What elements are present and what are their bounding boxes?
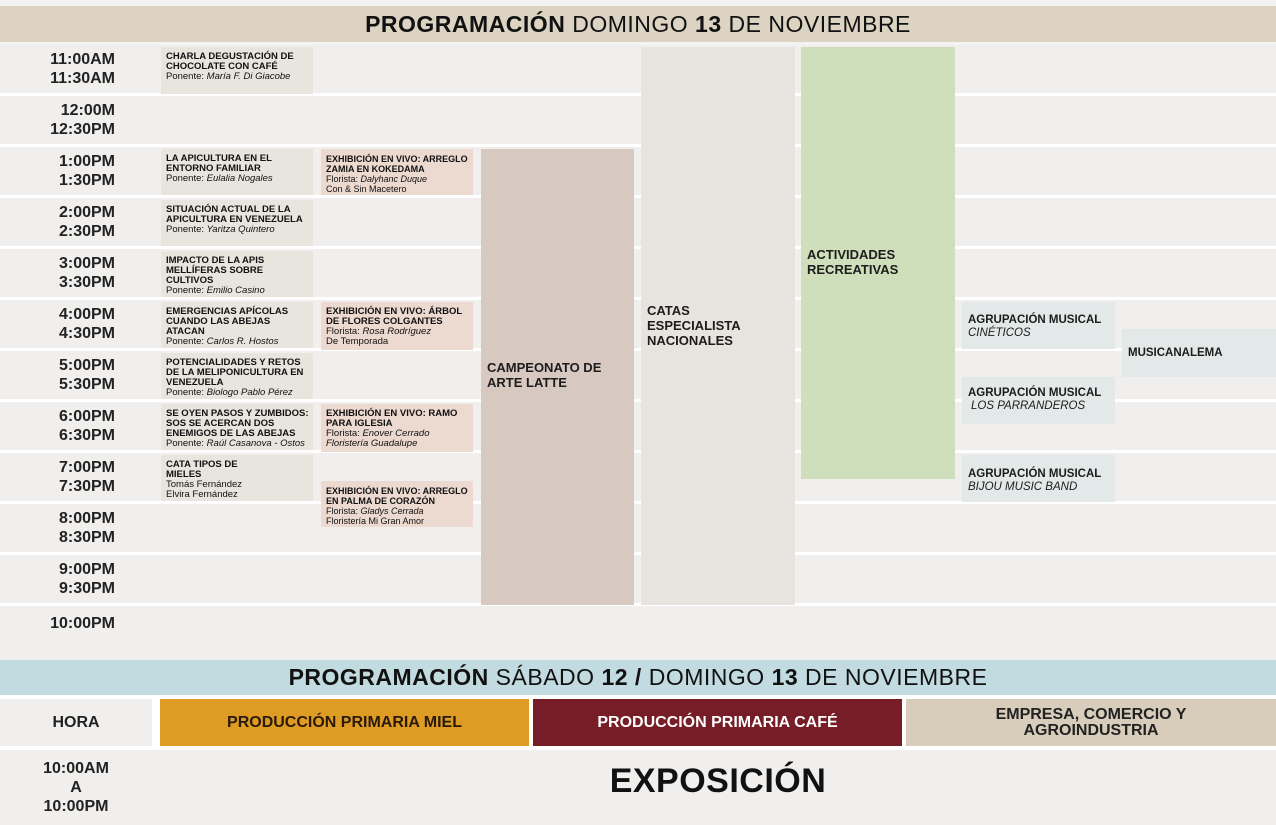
time-label bbox=[0, 101, 150, 139]
time-half: 12:30PM bbox=[50, 121, 115, 138]
header-month: DE NOVIEMBRE bbox=[798, 664, 988, 690]
music-cell[interactable] bbox=[962, 302, 1115, 349]
music-title: AGRUPACIÓN MUSICAL bbox=[968, 468, 1102, 480]
latte-championship-block[interactable] bbox=[481, 149, 634, 605]
time-label bbox=[0, 458, 150, 496]
talk-cell[interactable] bbox=[161, 455, 313, 501]
time-start: 5:00PM bbox=[58, 357, 115, 374]
time-start: 9:00PM bbox=[58, 561, 115, 578]
time-label bbox=[0, 305, 150, 343]
recreational-label: ACTIVIDADES RECREATIVAS bbox=[807, 247, 899, 277]
talk-speaker: Ponente: Carlos R. Hostos bbox=[166, 336, 279, 347]
talk-cell[interactable] bbox=[161, 404, 313, 450]
hour-column-header: HORA bbox=[0, 699, 152, 746]
time-label bbox=[0, 50, 150, 88]
header-day-number: 12 bbox=[601, 664, 629, 690]
row-divider bbox=[0, 195, 1276, 198]
talk-speaker: Ponente: Eulalia Nogales bbox=[166, 173, 273, 184]
exhibit-cell[interactable] bbox=[321, 404, 473, 452]
exhibit-title: EXHIBICIÓN EN VIVO: ARREGLO EN PALMA DE CORAZÓN bbox=[326, 486, 468, 506]
expo-time bbox=[0, 759, 152, 816]
music-title: AGRUPACIÓN MUSICAL bbox=[968, 387, 1102, 399]
catas-label: CATAS ESPECIALISTA NACIONALES bbox=[647, 303, 741, 348]
talk-title: EMERGENCIAS APÍCOLAS CUANDO LAS ABEJAS ATACAN bbox=[166, 306, 289, 337]
music-title: MUSICANALEMA bbox=[1128, 347, 1223, 359]
talk-presenter-1: Tomás Fernández bbox=[166, 479, 243, 490]
exhibit-florist: Florista: Dalyhanc Duque bbox=[326, 174, 428, 184]
music-cell[interactable] bbox=[962, 377, 1115, 424]
exhibit-title: EXHIBICIÓN EN VIVO: ARREGLO ZAMIA EN KOKEDAMA bbox=[326, 154, 468, 174]
time-start: 1:00PM bbox=[58, 153, 115, 170]
catas-block[interactable] bbox=[641, 47, 795, 605]
talk-speaker: Ponente: María F. Di Giacobe bbox=[166, 71, 291, 82]
time-label bbox=[0, 254, 150, 292]
talk-title: IMPACTO DE LA APIS MELLÍFERAS SOBRE CULTIVOS bbox=[166, 255, 265, 286]
talk-presenter-2: Elvira Fernández bbox=[166, 489, 238, 500]
music-band-name: BIJOU MUSIC BAND bbox=[968, 481, 1078, 493]
time-half: 5:30PM bbox=[58, 376, 115, 393]
music-band-name: CINÉTICOS bbox=[968, 327, 1031, 339]
talk-speaker: Ponente: Yaritza Quintero bbox=[166, 224, 275, 235]
time-label bbox=[0, 614, 150, 633]
category-empresa[interactable]: EMPRESA, COMERCIO Y AGROINDUSTRIA bbox=[906, 699, 1276, 746]
time-label bbox=[0, 407, 150, 445]
row-divider bbox=[0, 144, 1276, 147]
row-divider bbox=[0, 552, 1276, 555]
exhibit-florist: Florista: Gladys Cerrada bbox=[326, 506, 424, 516]
time-half: 4:30PM bbox=[58, 325, 115, 342]
time-start: 12:00M bbox=[60, 102, 115, 119]
exhibit-cell[interactable] bbox=[321, 481, 473, 527]
time-start: 7:00PM bbox=[58, 459, 115, 476]
talk-cell[interactable] bbox=[161, 47, 313, 94]
time-label bbox=[0, 152, 150, 190]
schedule-row bbox=[0, 96, 1276, 145]
schedule-row bbox=[0, 606, 1276, 662]
exhibit-detail: De Temporada bbox=[326, 336, 389, 347]
time-label bbox=[0, 560, 150, 598]
header-separator: / bbox=[628, 664, 649, 690]
talk-cell[interactable] bbox=[161, 353, 313, 399]
music-cell[interactable] bbox=[1122, 329, 1276, 377]
time-label bbox=[0, 509, 150, 547]
recreational-block[interactable] bbox=[801, 47, 955, 479]
time-start: 11:00AM bbox=[50, 51, 115, 68]
exhibit-title: EXHIBICIÓN EN VIVO: ÁRBOL DE FLORES COLGANTES bbox=[326, 306, 463, 327]
talk-speaker: Ponente: Raúl Casanova - Ostos bbox=[166, 438, 305, 449]
time-label bbox=[0, 203, 150, 241]
row-divider bbox=[0, 297, 1276, 300]
music-cell[interactable] bbox=[962, 455, 1115, 502]
music-band-name: LOS PARRANDEROS bbox=[971, 400, 1086, 412]
exhibit-title: EXHIBICIÓN EN VIVO: RAMO PARA IGLESIA bbox=[326, 408, 458, 429]
category-miel[interactable]: PRODUCCIÓN PRIMARIA MIEL bbox=[160, 699, 529, 746]
header-day-name: DOMINGO bbox=[565, 10, 696, 37]
header-bold: PROGRAMACIÓN bbox=[365, 10, 566, 37]
talk-title: POTENCIALIDADES Y RETOS DE LA MELIPONICULTURA EN VENEZUELA bbox=[166, 357, 304, 388]
time-half: 11:30AM bbox=[50, 70, 115, 87]
talk-title: SE OYEN PASOS Y ZUMBIDOS: SOS SE ACERCAN DOS ENEMIGOS DE LAS ABEJAS bbox=[166, 408, 309, 439]
time-half: 2:30PM bbox=[58, 223, 115, 240]
header-day-name: DOMINGO bbox=[648, 664, 772, 690]
music-title: AGRUPACIÓN MUSICAL bbox=[968, 314, 1102, 326]
exhibit-detail: Con & Sin Macetero bbox=[326, 184, 407, 194]
time-start: 8:00PM bbox=[58, 510, 115, 527]
time-half: 1:30PM bbox=[58, 172, 115, 189]
time-half: 6:30PM bbox=[58, 427, 115, 444]
header-day-number: 13 bbox=[771, 664, 799, 690]
exhibit-detail: Floristería Guadalupe bbox=[326, 438, 418, 449]
talk-title: LA APICULTURA EN EL ENTORNO FAMILIAR bbox=[166, 153, 272, 174]
exhibit-cell[interactable] bbox=[321, 302, 473, 350]
expo-time-to-word: A bbox=[70, 779, 82, 796]
category-cafe[interactable]: PRODUCCIÓN PRIMARIA CAFÉ bbox=[533, 699, 902, 746]
time-start: 4:00PM bbox=[58, 306, 115, 323]
header-month: DE NOVIEMBRE bbox=[721, 10, 911, 37]
exhibit-cell[interactable] bbox=[321, 149, 473, 195]
row-divider bbox=[0, 603, 1276, 606]
both-days-header bbox=[0, 660, 1276, 695]
time-start: 6:00PM bbox=[58, 408, 115, 425]
talk-cell[interactable] bbox=[161, 149, 313, 195]
talk-title: CATA TIPOS DE MIELES bbox=[166, 459, 238, 480]
schedule-row bbox=[0, 504, 1276, 553]
talk-title: SITUACIÓN ACTUAL DE LA APICULTURA EN VENEZUELA bbox=[166, 204, 303, 225]
schedule-row bbox=[0, 555, 1276, 604]
talk-cell[interactable] bbox=[161, 302, 313, 348]
time-half: 3:30PM bbox=[58, 274, 115, 291]
latte-championship-label: CAMPEONATO DE ARTE LATTE bbox=[487, 360, 602, 390]
time-half: 7:30PM bbox=[58, 478, 115, 495]
header-day-number: 13 bbox=[695, 10, 722, 37]
exhibit-detail: Floristería Mi Gran Amor bbox=[326, 516, 425, 526]
talk-cell[interactable] bbox=[161, 200, 313, 246]
expo-time-from: 10:00AM bbox=[43, 760, 109, 777]
row-divider bbox=[0, 450, 1276, 453]
talk-title: CHARLA DEGUSTACIÓN DE CHOCOLATE CON CAFÉ bbox=[166, 51, 294, 72]
time-start: 10:00PM bbox=[50, 615, 115, 632]
time-half: 9:30PM bbox=[58, 580, 115, 597]
header-day-name: SÁBADO bbox=[488, 664, 602, 690]
sunday-header bbox=[0, 6, 1276, 42]
talk-speaker: Ponente: Emilio Casino bbox=[166, 285, 265, 296]
exhibit-florist: Florista: Enover Cerrado bbox=[326, 428, 430, 439]
expo-label: EXPOSICIÓN bbox=[609, 762, 827, 800]
row-divider bbox=[0, 246, 1276, 249]
time-half: 8:30PM bbox=[58, 529, 115, 546]
header-bold: PROGRAMACIÓN bbox=[288, 664, 489, 690]
expo-time-to: 10:00PM bbox=[43, 798, 109, 815]
time-start: 2:00PM bbox=[58, 204, 115, 221]
time-label bbox=[0, 356, 150, 394]
time-start: 3:00PM bbox=[58, 255, 115, 272]
talk-speaker: Ponente: Biologo Pablo Pérez bbox=[166, 387, 293, 398]
exhibit-florist: Florista: Rosa Rodríguez bbox=[326, 326, 432, 337]
talk-cell[interactable] bbox=[161, 251, 313, 297]
